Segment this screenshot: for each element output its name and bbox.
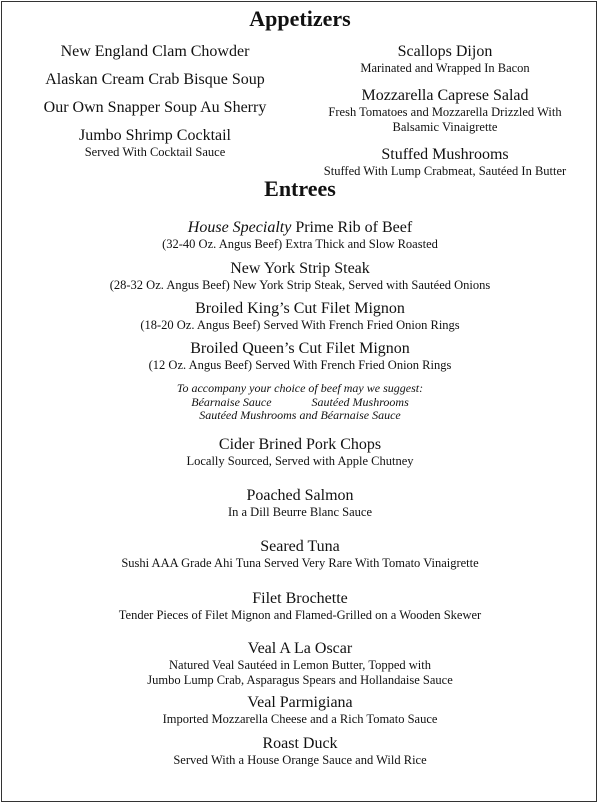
item-name: Filet Brochette bbox=[252, 590, 348, 607]
item-name: Broiled King’s Cut Filet Mignon bbox=[195, 300, 405, 317]
suggest-option: Béarnaise Sauce bbox=[191, 394, 272, 409]
item-name bbox=[0, 218, 600, 237]
item-description: Fresh Tomatoes and Mozzarella Drizzled With bbox=[328, 105, 562, 119]
item-description: Locally Sourced, Served with Apple Chutney bbox=[186, 454, 414, 468]
menu-item bbox=[0, 693, 600, 727]
menu-item bbox=[0, 734, 600, 768]
suggest-option: Sautéed Mushrooms bbox=[311, 394, 409, 409]
item-name: Jumbo Shrimp Cocktail bbox=[79, 127, 231, 144]
house-specialty-label: House Specialty bbox=[187, 219, 292, 236]
menu-item bbox=[0, 589, 600, 623]
item-name: Cider Brined Pork Chops bbox=[218, 436, 382, 453]
item-description: (12 Oz. Angus Beef) Served With French Fried Onion Rings bbox=[148, 358, 452, 372]
item-name: New England Clam Chowder bbox=[60, 43, 250, 60]
item-description: Marinated and Wrapped In Bacon bbox=[360, 61, 530, 75]
item-description: Balsamic Vinaigrette bbox=[392, 120, 498, 134]
suggest-intro: To accompany your choice of beef may we suggest: bbox=[176, 381, 424, 395]
item-description: Served With Cocktail Sauce bbox=[84, 145, 226, 159]
item-name: Scallops Dijon bbox=[397, 43, 493, 60]
item-description: Imported Mozzarella Cheese and a Rich Tomato Sauce bbox=[162, 712, 438, 726]
menu-item bbox=[0, 259, 600, 293]
appetizers-left-column bbox=[10, 0, 300, 200]
item-name: Roast Duck bbox=[262, 735, 338, 752]
menu-item bbox=[10, 126, 300, 160]
entrees-heading: Entrees bbox=[264, 176, 336, 201]
item-description: Natured Veal Sautéed in Lemon Butter, Topped with bbox=[169, 658, 431, 672]
item-description: (18-20 Oz. Angus Beef) Served With French Fried Onion Rings bbox=[140, 318, 460, 332]
item-name-text: Prime Rib of Beef bbox=[295, 219, 413, 236]
item-description: Sushi AAA Grade Ahi Tuna Served Very Rare With Tomato Vinaigrette bbox=[121, 556, 479, 570]
menu-item bbox=[300, 42, 590, 76]
item-name: Mozzarella Caprese Salad bbox=[361, 87, 529, 104]
menu-item bbox=[300, 86, 590, 135]
item-name: Alaskan Cream Crab Bisque Soup bbox=[45, 71, 265, 88]
item-name: Our Own Snapper Soup Au Sherry bbox=[43, 99, 267, 116]
menu-item bbox=[0, 486, 600, 520]
item-description: (28-32 Oz. Angus Beef) New York Strip Steak, Served with Sautéed Onions bbox=[109, 278, 491, 292]
menu-item bbox=[0, 639, 600, 688]
menu-item bbox=[0, 299, 600, 333]
menu-item bbox=[10, 98, 300, 117]
item-name: Broiled Queen’s Cut Filet Mignon bbox=[190, 340, 410, 357]
item-description: Served With a House Orange Sauce and Wild Rice bbox=[173, 753, 427, 767]
item-description: Stuffed With Lump Crabmeat, Sautéed In Butter bbox=[323, 164, 567, 178]
item-name: Poached Salmon bbox=[246, 487, 354, 504]
item-description: Tender Pieces of Filet Mignon and Flamed-Grilled on a Wooden Skewer bbox=[118, 608, 482, 622]
appetizers-heading: Appetizers bbox=[249, 6, 351, 31]
item-name: Stuffed Mushrooms bbox=[381, 146, 509, 163]
item-name: Veal A La Oscar bbox=[247, 640, 353, 657]
menu-item bbox=[300, 145, 590, 179]
menu-item bbox=[10, 42, 300, 61]
item-description: In a Dill Beurre Blanc Sauce bbox=[227, 505, 373, 519]
item-description: Jumbo Lump Crab, Asparagus Spears and Hollandaise Sauce bbox=[147, 673, 453, 687]
item-name: Veal Parmigiana bbox=[247, 694, 353, 711]
menu-item bbox=[0, 537, 600, 571]
menu-item bbox=[0, 218, 600, 252]
menu-item bbox=[0, 435, 600, 469]
suggest-options-row bbox=[0, 396, 600, 410]
suggest-option: Sautéed Mushrooms and Béarnaise Sauce bbox=[199, 408, 401, 422]
beef-accompaniment-suggestions bbox=[0, 382, 600, 423]
menu-item bbox=[10, 70, 300, 89]
item-description: (32-40 Oz. Angus Beef) Extra Thick and Slow Roasted bbox=[162, 237, 438, 251]
menu-item bbox=[0, 339, 600, 373]
appetizers-right-column bbox=[300, 0, 590, 200]
item-name: New York Strip Steak bbox=[230, 260, 370, 277]
item-name: Seared Tuna bbox=[260, 538, 340, 555]
